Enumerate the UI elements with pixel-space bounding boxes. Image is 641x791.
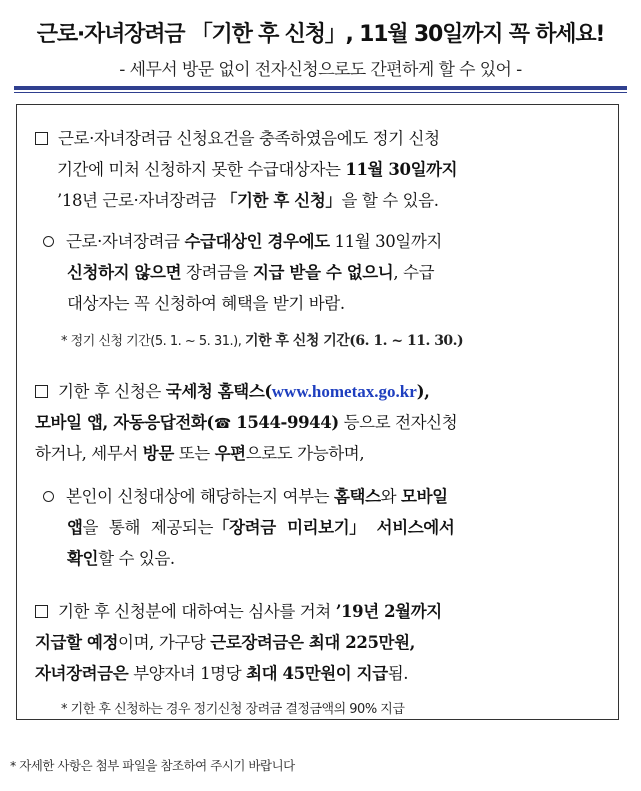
section1-line2: 기간에 미처 신청하지 못한 수급대상자는 11월 30일까지	[57, 160, 458, 179]
section2-line3: 하거나, 세무서 방문 또는 우편으로도 가능하며,	[35, 444, 365, 463]
section2-line2: 모바일 앱, 자동응답전화(☎ 1544-9944) 등으로 전자신청	[35, 413, 458, 432]
square-bullet-icon	[35, 132, 48, 145]
header-rule-thin	[14, 92, 627, 93]
header-rule-thick	[14, 86, 627, 90]
square-bullet-icon	[35, 605, 48, 618]
section1-line1: 근로·자녀장려금 신청요건을 충족하였음에도 정기 신청	[35, 125, 440, 149]
section2-sub-line2: 앱을 통해 제공되는「장려금 미리보기」 서비스에서	[67, 518, 455, 537]
phone-icon: ☎	[213, 416, 231, 432]
square-bullet-icon	[35, 385, 48, 398]
section1-sub-line3: 대상자는 꼭 신청하여 혜택을 받기 바람.	[67, 294, 345, 313]
section3-note: * 기한 후 신청하는 경우 정기신청 장려금 결정금액의 90% 지급	[61, 702, 405, 717]
section3-line2: 지급할 예정이며, 가구당 근로장려금은 최대 225만원,	[35, 633, 415, 652]
section3-line1: 기한 후 신청분에 대하여는 심사를 거쳐 ’19년 2월까지	[35, 598, 442, 622]
section1-sub-line2: 신청하지 않으면 장려금을 지급 받을 수 없으니, 수급	[67, 263, 435, 282]
section3-line3: 자녀장려금은 부양자녀 1명당 최대 45만원이 지급됨.	[35, 664, 409, 683]
section2-sub-line3: 확인할 수 있음.	[67, 549, 175, 568]
hometax-link[interactable]: www.hometax.go.kr	[271, 382, 417, 401]
section1-sub-line1: 근로·자녀장려금 수급대상인 경우에도 11월 30일까지	[43, 228, 442, 252]
circle-bullet-icon	[43, 491, 54, 502]
footnote: * 자세한 사항은 첨부 파일을 참조하여 주시기 바랍니다	[10, 758, 295, 773]
page-title: 근로·자녀장려금 「기한 후 신청」, 11월 30일까지 꼭 하세요!	[36, 22, 605, 47]
section2-sub-line1: 본인이 신청대상에 해당하는지 여부는 홈택스와 모바일	[43, 483, 448, 507]
section1-line3: ’18년 근로·자녀장려금 「기한 후 신청」을 할 수 있음.	[57, 191, 439, 210]
content-box	[16, 104, 619, 720]
circle-bullet-icon	[43, 236, 54, 247]
section1-note: * 정기 신청 기간(5. 1. ~ 5. 31.), 기한 후 신청 기간(6. 1. ~ 11. 30.)	[61, 333, 464, 349]
page-subtitle: - 세무서 방문 없이 전자신청으로도 간편하게 할 수 있어 -	[119, 60, 522, 80]
section2-line1: 기한 후 신청은 국세청 홈택스(www.hometax.go.kr),	[35, 378, 430, 402]
